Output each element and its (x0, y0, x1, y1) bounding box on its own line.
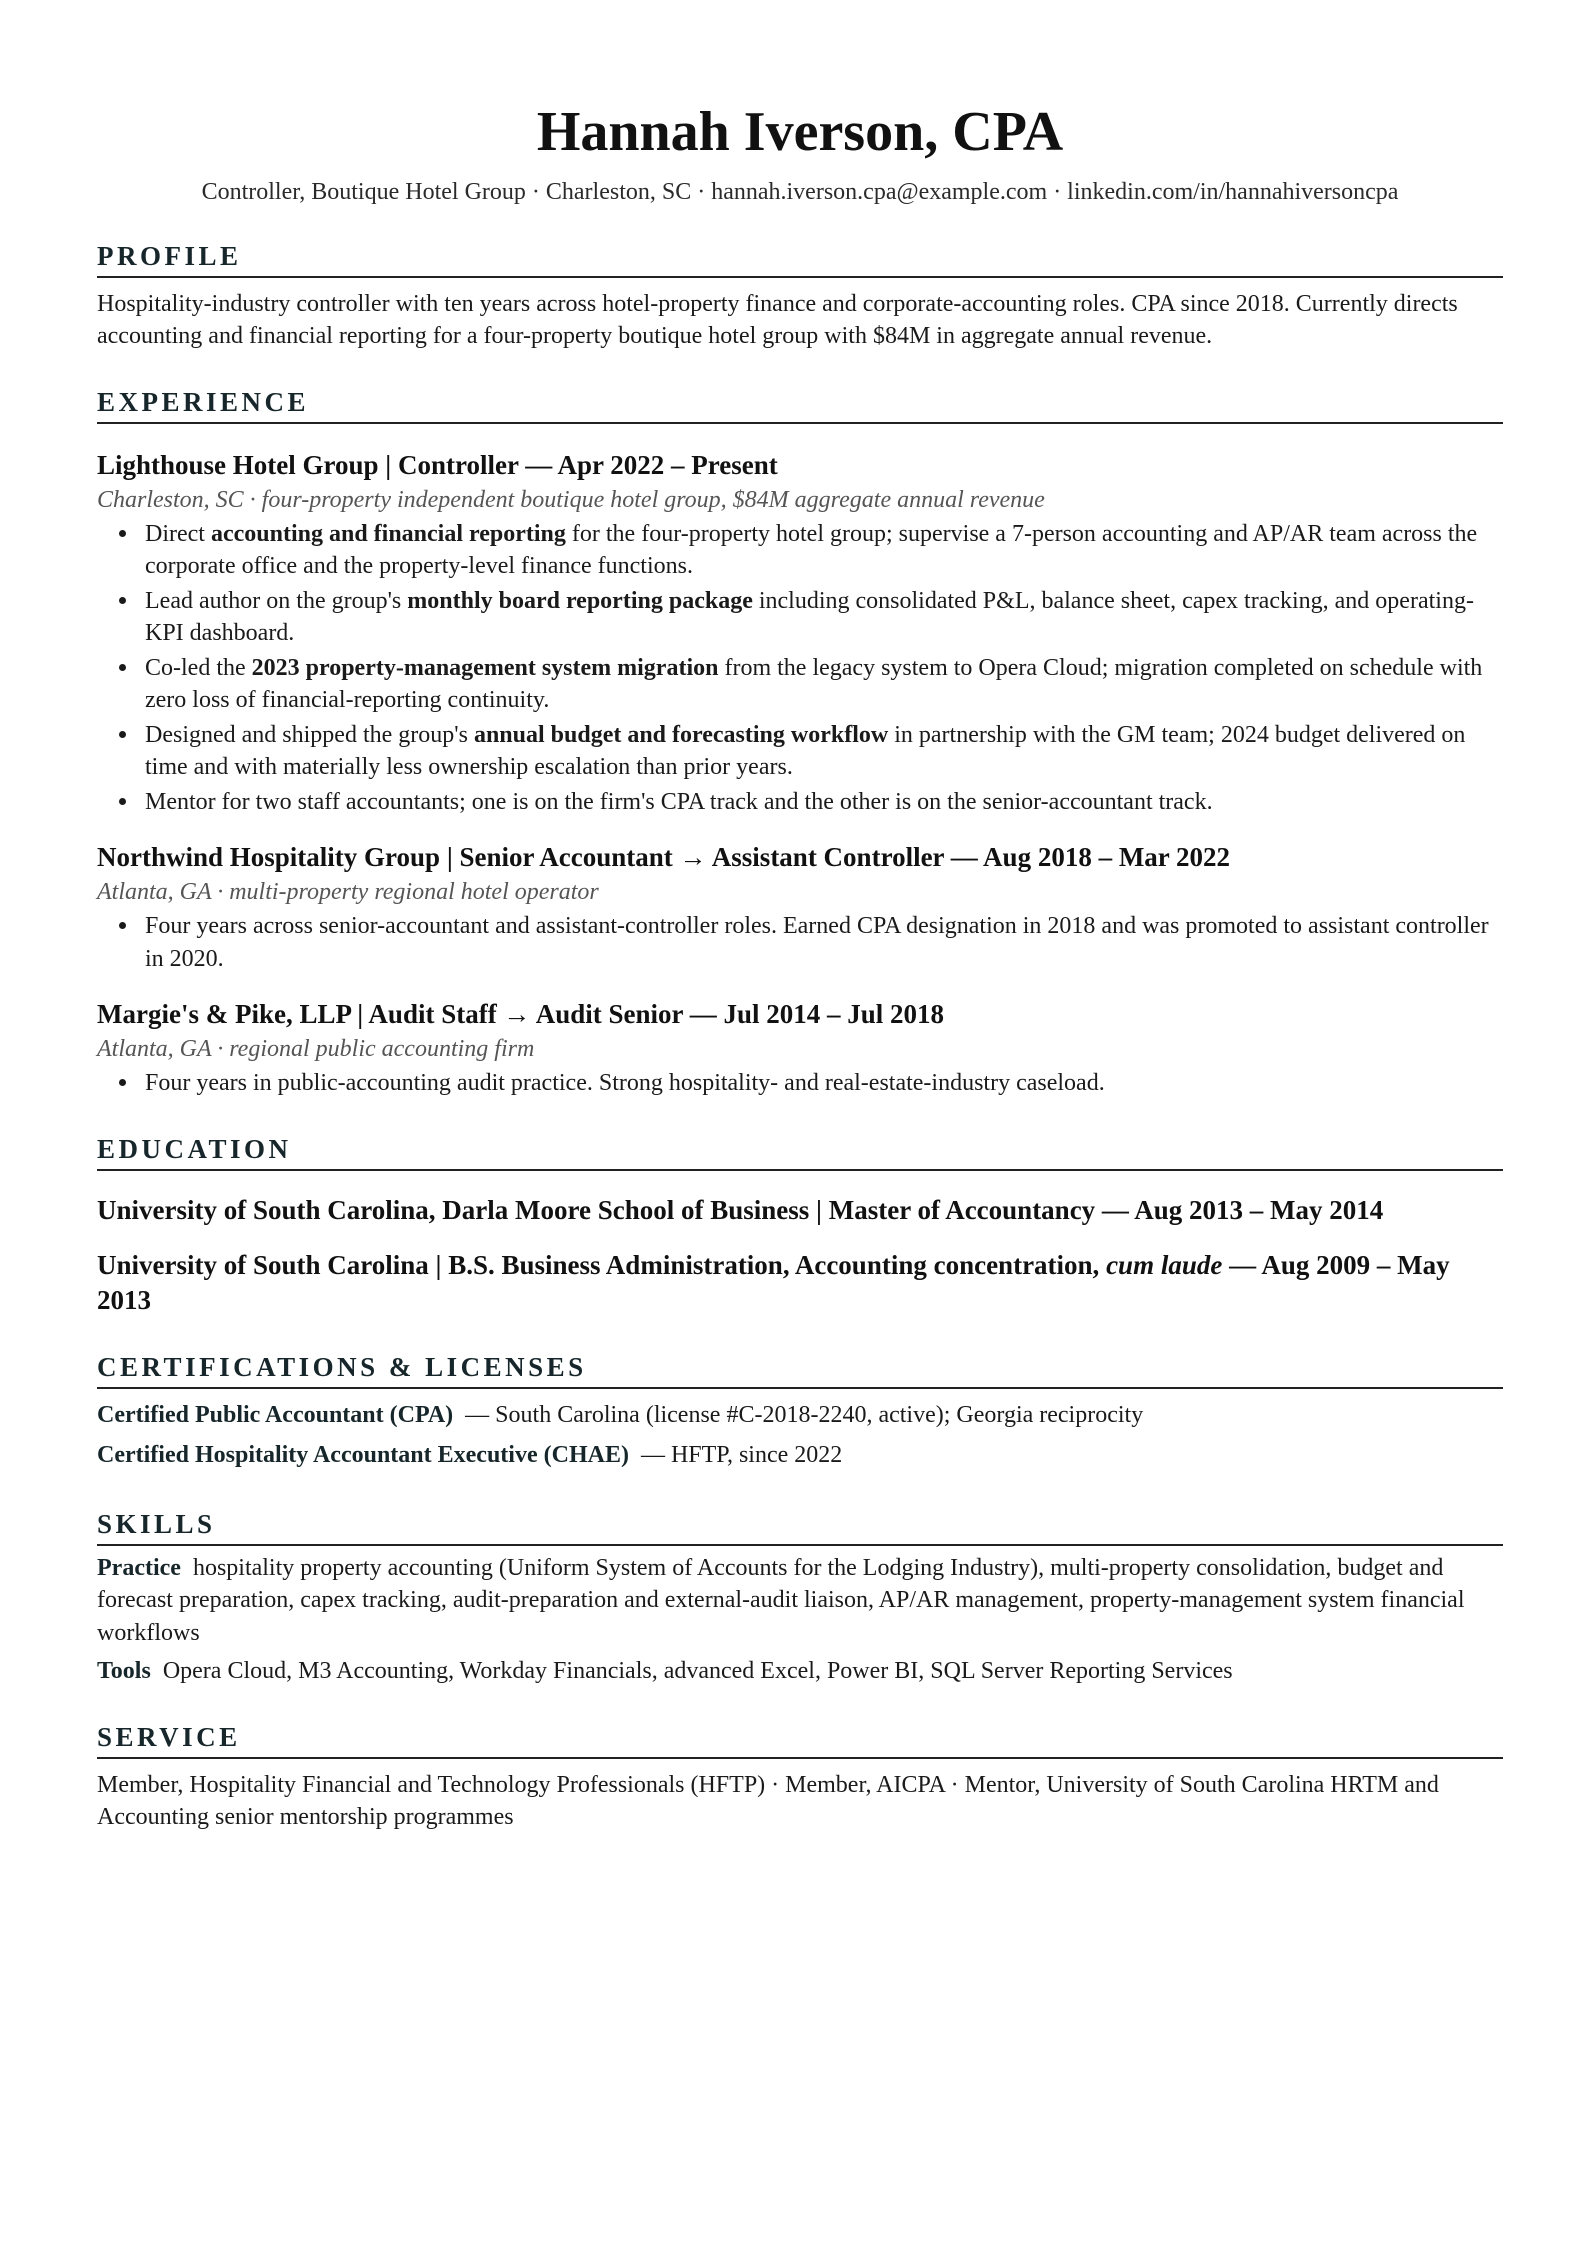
bullet-icon (119, 798, 126, 805)
profile-summary: Hospitality-industry controller with ten years across hotel-property finance and corporate-accounting roles. CPA since 2018. Currently directs accounting and financial reporting for a four-property boutique hotel group with $84M in aggregate annual revenue. (97, 290, 1458, 350)
section-heading-certifications: CERTIFICATIONS & LICENSES (97, 1352, 1503, 1389)
certification-entry (97, 1395, 1503, 1435)
certification-entry (97, 1435, 1503, 1475)
section-heading-education: EDUCATION (97, 1134, 1503, 1171)
education-entry: University of South Carolina, Darla Moore School of Business | Master of Accountancy — Aug 2013 – May 2014 (97, 1194, 1384, 1225)
bullet-icon (119, 664, 126, 671)
skills-section (97, 1509, 1503, 1688)
certification-list (97, 1395, 1503, 1475)
bullet-icon (119, 530, 126, 537)
section-heading-profile: PROFILE (97, 241, 1503, 278)
job-entry (97, 448, 1503, 819)
job-title: Northwind Hospitality Group | Senior Accountant → Assistant Controller — Aug 2018 – Mar 2022 (97, 842, 1231, 873)
bullet-item: Mentor for two staff accountants; one is on the firm's CPA track and the other is on the senior-accountant track. (145, 786, 1503, 819)
bullet-item: Direct accounting and financial reporting for the four-property hotel group; supervise a 7-person accounting and AP/AR team across the corporate office and the property-level finance functions. (145, 518, 1503, 583)
bullet-icon (119, 922, 126, 929)
section-heading-experience: EXPERIENCE (97, 387, 1503, 424)
bullet-icon (119, 731, 126, 738)
certification-name: Certified Public Accountant (CPA) (97, 1401, 454, 1428)
skill-text: Opera Cloud, M3 Accounting, Workday Financials, advanced Excel, Power BI, SQL Server Reporting Services (162, 1658, 1233, 1685)
bullet-item: Lead author on the group's monthly board reporting package including consolidated P&L, balance sheet, capex tracking, and operating-KPI dashboard. (145, 585, 1503, 650)
skill-label: Tools (97, 1658, 151, 1685)
skill-group (97, 1552, 1503, 1650)
bullet-icon (119, 1079, 126, 1086)
certification-detail: — South Carolina (license #C-2018-2240, active); Georgia reciprocity (465, 1401, 1144, 1428)
job-meta: Atlanta, GA · regional public accounting firm (97, 1036, 535, 1063)
bullet-item: Designed and shipped the group's annual budget and forecasting workflow in partnership with the GM team; 2024 budget delivered on time and with materially less ownership escalation than prior years. (145, 719, 1503, 784)
section-heading-skills: SKILLS (97, 1509, 1503, 1546)
education-section (97, 1134, 1503, 1318)
job-meta: Atlanta, GA · multi-property regional hotel operator (97, 879, 599, 906)
contact-line: Controller, Boutique Hotel Group · Charleston, SC · hannah.iverson.cpa@example.com · linkedin.com/in/hannahiversoncpa (201, 179, 1399, 205)
certification-detail: — HFTP, since 2022 (640, 1441, 843, 1468)
job-bullets (97, 1067, 1503, 1100)
job-title: Lighthouse Hotel Group | Controller — Apr 2022 – Present (97, 449, 778, 480)
candidate-name: Hannah Iverson, CPA (536, 101, 1064, 163)
skill-group (97, 1655, 1503, 1688)
bullet-item: Four years across senior-accountant and assistant-controller roles. Earned CPA designation in 2018 and was promoted to assistant controller in 2020. (145, 910, 1503, 975)
resume-page (97, 0, 1503, 1834)
education-entry: University of South Carolina | B.S. Business Administration, Accounting concentration, cum laude — Aug 2009 – May 2013 (97, 1249, 1450, 1315)
job-bullets (97, 518, 1503, 819)
job-entry (97, 997, 1503, 1100)
bullet-item: Co-led the 2023 property-management system migration from the legacy system to Opera Cloud; migration completed on schedule with zero loss of financial-reporting continuity. (145, 652, 1503, 717)
service-text: Member, Hospitality Financial and Technology Professionals (HFTP) · Member, AICPA · Mentor, University of South Carolina HRTM and Accounting senior mentorship programmes (97, 1771, 1439, 1831)
certification-name: Certified Hospitality Accountant Executive (CHAE) (97, 1441, 629, 1468)
job-meta: Charleston, SC · four-property independent boutique hotel group, $84M aggregate annual revenue (97, 486, 1045, 513)
experience-section (97, 387, 1503, 1100)
profile-section (97, 241, 1503, 353)
bullet-item: Four years in public-accounting audit practice. Strong hospitality- and real-estate-industry caseload. (145, 1067, 1503, 1100)
skill-label: Practice (97, 1554, 181, 1581)
certifications-section (97, 1352, 1503, 1475)
bullet-icon (119, 597, 126, 604)
skill-text: hospitality property accounting (Uniform System of Accounts for the Lodging Industry), multi-property consolidation, budget and forecast preparation, capex tracking, audit-preparation and external-audit liaison, AP/AR management, property-management system financial workflows (97, 1554, 1465, 1646)
section-heading-service: SERVICE (97, 1722, 1503, 1759)
job-entry (97, 840, 1503, 975)
service-section (97, 1722, 1503, 1834)
job-bullets (97, 910, 1503, 975)
job-title: Margie's & Pike, LLP | Audit Staff → Audit Senior — Jul 2014 – Jul 2018 (97, 999, 945, 1030)
